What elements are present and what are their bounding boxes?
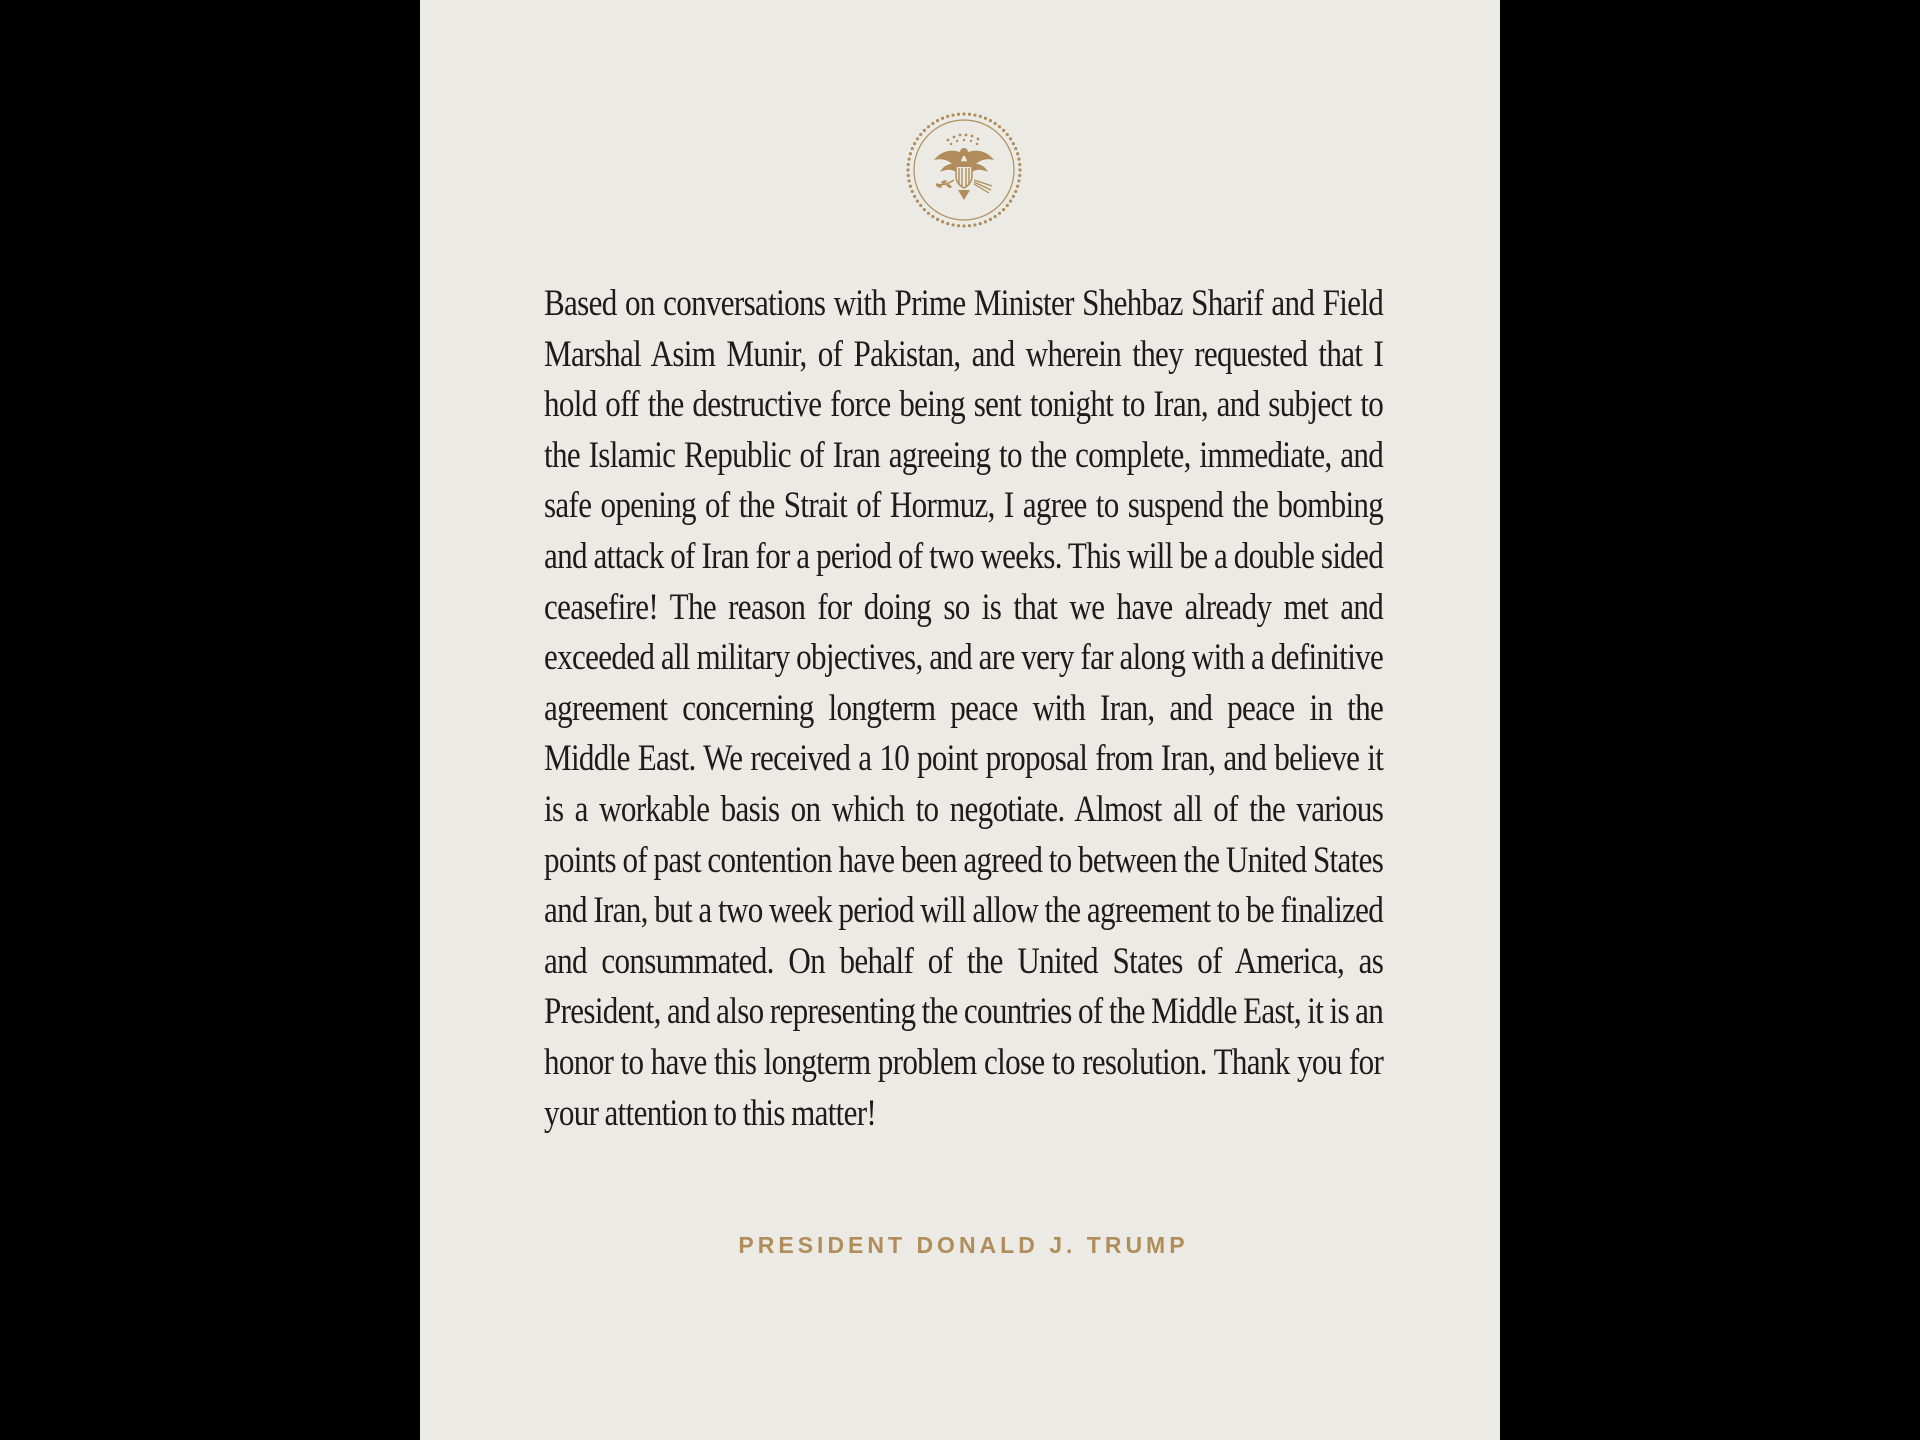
- presidential-seal-icon: [904, 110, 1024, 230]
- statement-body: Based on conversations with Prime Minister Shehbaz Sharif and Field Marshal Asim Munir, of Pakistan, and wherein they requested that I hold off the destructive force being sent tonight to Iran, and subject to the Islamic Republic of Iran agreeing to the complete, immediate, and safe opening of the Strait of Hormuz, I agree to suspend the bombing and attack of Iran for a period of two weeks. This will be a double sided ceasefire! The reason for doing so is that we have already met and exceeded all military objectives, and are very far along with a definitive agreement concerning longterm peace with Iran, and peace in the Middle East. We received a 10 point proposal from Iran, and believe it is a workable basis on which to negotiate. Almost all of the various points of past contention have been agreed to between the United States and Iran, but a two week period will allow the agreement to be finalized and consummated. On behalf of the United States of America, as President, and also representing the countries of the Middle East, it is an honor to have this longterm problem close to resolution. Thank you for your attention to this matter!: [544, 283, 1384, 1134]
- signature-line: PRESIDENT DONALD J. TRUMP: [738, 1232, 1189, 1258]
